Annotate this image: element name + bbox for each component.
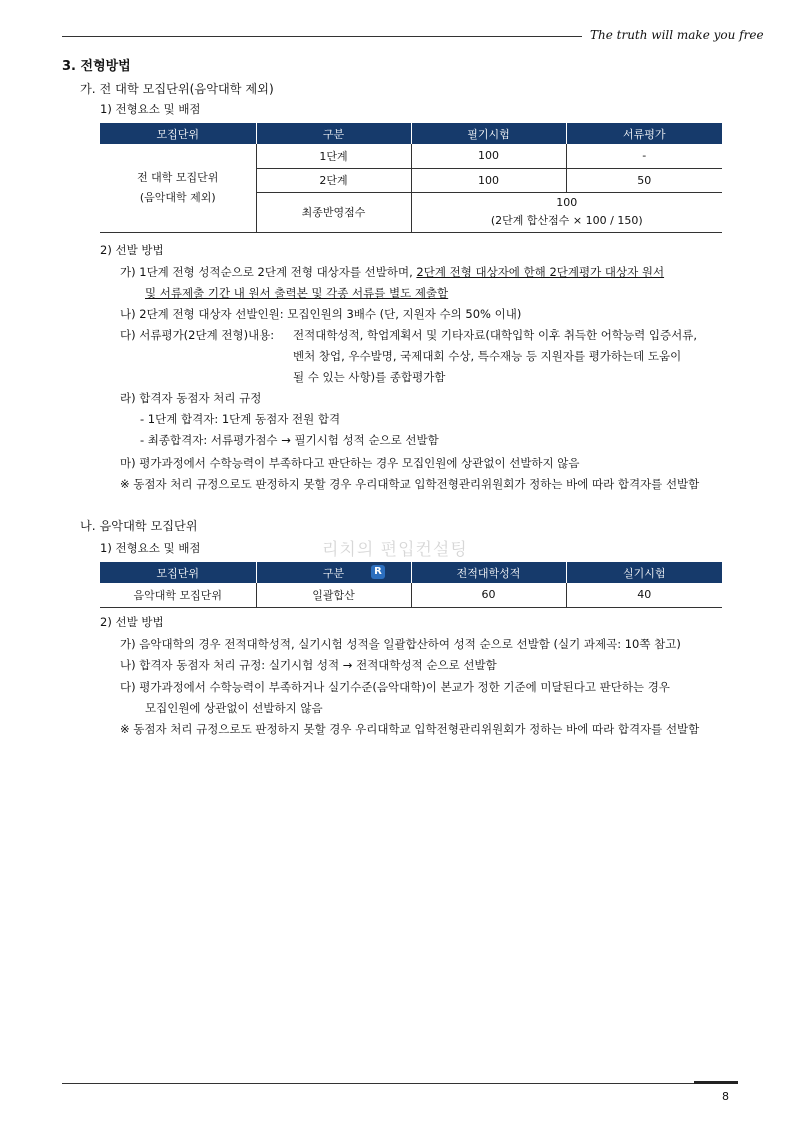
part-b-item-da-1: 다) 평가과정에서 수학능력이 부족하거나 실기수준(음악대학)이 본교가 정한 기준에 미달된다고 판단하는 경우 (120, 680, 670, 694)
header-motto: The truth will make you free (590, 28, 764, 42)
part-b-note: ※ 동점자 처리 규정으로도 판정하지 못할 경우 우리대학교 입학전형관리위원회가 정하는 바에 따라 합격자를 선발함 (120, 722, 700, 736)
part-a-item-na: 나) 2단계 전형 대상자 선발인원: 모집인원의 3배수 (단, 지원자 수의 50% 이내) (120, 307, 522, 321)
final-formula: (2단계 합산점수 × 100 / 150) (490, 214, 643, 227)
part-a-sub2-title: 2) 선발 방법 (100, 243, 164, 257)
table-cell-stage2: 2단계 (256, 168, 411, 192)
table-cell-music-practical: 40 (566, 583, 722, 607)
part-b-score-table (100, 562, 722, 608)
part-a-item-ma: 마) 평가과정에서 수학능력이 부족하다고 판단하는 경우 모집인원에 상관없이 선발하지 않음 (120, 456, 580, 470)
item-ga-text: 가) 1단계 전형 성적순으로 2단계 전형 대상자를 선발하며, (120, 265, 417, 279)
table-header-written: 필기시험 (411, 123, 566, 144)
table-header-unit: 모집단위 (100, 123, 256, 144)
unit-line-1: 전 대학 모집단위 (137, 170, 219, 184)
table-cell-music-category: 일괄합산 (256, 583, 411, 607)
final-value: 100 (556, 196, 578, 209)
table-header-category: 구분 (256, 562, 411, 583)
footer-rule (62, 1083, 738, 1084)
part-a-score-table (100, 123, 722, 233)
watermark-text: 리치의 편입컨설팅 (322, 540, 468, 560)
part-a-note: ※ 동점자 처리 규정으로도 판정하지 못할 경우 우리대학교 입학전형관리위원회가 정하는 바에 따라 합격자를 선발함 (120, 477, 700, 491)
part-a-item-ga-cont: 및 서류제출 기간 내 원서 출력본 및 각종 서류를 별도 제출함 (145, 286, 449, 300)
table-header-prior-grades: 전적대학성적 (411, 562, 566, 583)
table-cell-final-value (411, 192, 722, 232)
table-header-unit: 모집단위 (100, 562, 256, 583)
part-b-item-da-2: 모집인원에 상관없이 선발하지 않음 (145, 701, 323, 715)
part-a-item-da-2: 벤처 창업, 우수발명, 국제대회 수상, 특수재능 등 지원자를 평가하는데 도움이 (293, 349, 682, 363)
part-a-title: 가. 전 대학 모집단위(음악대학 제외) (80, 82, 274, 96)
table-cell-final-label: 최종반영점수 (256, 192, 411, 232)
table-cell-stage1-doc: - (566, 144, 722, 168)
table-cell-stage1-written: 100 (411, 144, 566, 168)
table-header-practical: 실기시험 (566, 562, 722, 583)
part-a-sub1-title: 1) 전형요소 및 배점 (100, 102, 201, 116)
part-a-item-ra-1: - 1단계 합격자: 1단계 동점자 전원 합격 (140, 412, 341, 426)
section-title: 3. 전형방법 (62, 59, 131, 74)
table-cell-stage2-doc: 50 (566, 168, 722, 192)
table-cell-stage1: 1단계 (256, 144, 411, 168)
part-a-item-ra-2: - 최종합격자: 서류평가점수 → 필기시험 성적 순으로 선발함 (140, 433, 439, 447)
watermark-logo-icon: R (371, 565, 385, 579)
part-a-item-da-3: 될 수 있는 사항)를 종합평가함 (293, 370, 446, 384)
part-b-item-na: 나) 합격자 동점자 처리 규정: 실기시험 성적 → 전적대학성적 순으로 선발함 (120, 658, 497, 672)
table-cell-stage2-written: 100 (411, 168, 566, 192)
footer-rule-accent (694, 1081, 738, 1084)
table-header-category: 구분 (256, 123, 411, 144)
part-b-sub1-title: 1) 전형요소 및 배점 (100, 541, 201, 555)
part-b-sub2-title: 2) 선발 방법 (100, 615, 164, 629)
page-number: 8 (722, 1090, 729, 1103)
part-b-title: 나. 음악대학 모집단위 (80, 519, 198, 533)
table-cell-music-prior: 60 (411, 583, 566, 607)
part-a-item-ga (120, 264, 664, 280)
part-b-item-ga: 가) 음악대학의 경우 전적대학성적, 실기시험 성적을 일괄합산하여 성적 순으로 선발함 (실기 과제곡: 10쪽 참고) (120, 637, 681, 651)
item-ga-underlined: 2단계 전형 대상자에 한해 2단계평가 대상자 원서 (416, 265, 665, 279)
part-a-item-da-1: 전적대학성적, 학업계획서 및 기타자료(대학입학 이후 취득한 어학능력 입증서류, (293, 328, 697, 342)
table-cell-music-unit: 음악대학 모집단위 (100, 583, 256, 607)
unit-line-2: (음악대학 제외) (139, 190, 216, 204)
table-header-document: 서류평가 (566, 123, 722, 144)
header-rule (62, 36, 582, 37)
table-cell-unit (100, 144, 256, 232)
part-a-item-da-label: 다) 서류평가(2단계 전형)내용: (120, 328, 275, 342)
part-a-item-ra: 라) 합격자 동점자 처리 규정 (120, 391, 262, 405)
